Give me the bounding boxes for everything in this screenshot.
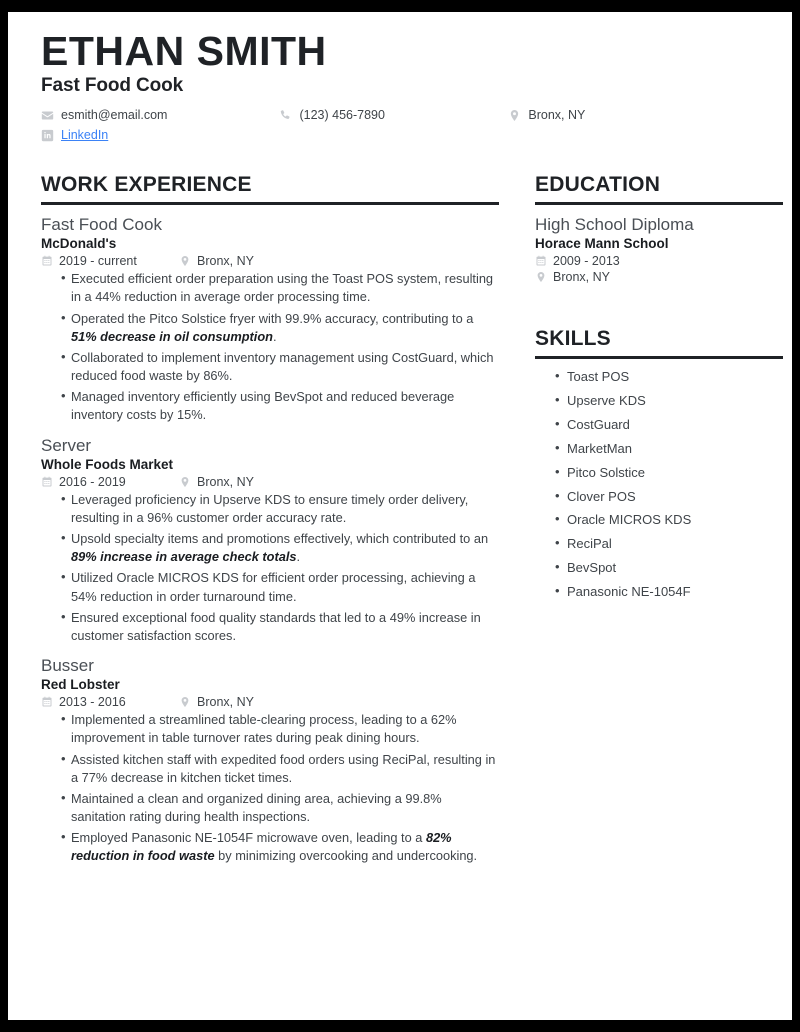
list-item: • Oracle MICROS KDS — [555, 511, 783, 530]
bullet-item: • Upsold specialty items and promotions effectively, which contributed to an 89% increase in average check totals. — [61, 530, 499, 566]
education-section — [525, 173, 783, 284]
contact-linkedin[interactable] — [41, 128, 291, 142]
skills-section — [525, 327, 783, 601]
contact-location-text: Bronx, NY — [528, 108, 586, 123]
job-role: Fast Food Cook — [41, 215, 162, 235]
candidate-headline: Fast Food Cook — [41, 75, 184, 97]
contact-row-secondary — [41, 128, 661, 142]
column-gap — [499, 173, 525, 876]
resume-header — [33, 30, 775, 142]
list-item: • Upserve KDS — [555, 392, 783, 411]
job-location — [179, 254, 254, 268]
education-dates — [535, 254, 783, 268]
job-dates-text: 2019 - current — [59, 254, 137, 269]
job-role: Server — [41, 435, 92, 455]
work-entry — [33, 655, 499, 866]
job-dates — [41, 475, 179, 489]
work-entry — [33, 214, 499, 425]
contact-linkedin-link[interactable]: LinkedIn — [61, 128, 109, 143]
bullet-item: • Implemented a streamlined table-clearing process, leading to a 62% improvement in table turnover rates during peak dining hours. — [61, 711, 499, 747]
section-divider — [535, 202, 783, 205]
bullet-item: • Leveraged proficiency in Upserve KDS to ensure timely order delivery, resulting in a 96% customer order accuracy rate. — [61, 491, 499, 527]
resume-body — [33, 173, 775, 876]
contact-email-text: esmith@email.com — [61, 108, 168, 123]
skills-list — [535, 368, 783, 601]
contact-row-primary — [41, 108, 661, 122]
right-column — [525, 173, 783, 876]
job-meta — [41, 475, 499, 489]
skills-list-wrap — [525, 368, 783, 601]
work-experience-title: WORK EXPERIENCE — [41, 173, 252, 197]
location-pin-icon — [179, 476, 191, 488]
list-item: • BevSpot — [555, 559, 783, 578]
job-dates — [41, 695, 179, 709]
job-bullets — [41, 270, 499, 424]
list-item: • Panasonic NE-1054F — [555, 583, 783, 602]
envelope-icon — [41, 109, 54, 122]
bullet-emphasis: 51% decrease in oil consumption — [71, 328, 273, 344]
bullet-item: • Executed efficient order preparation using the Toast POS system, resulting in a 44% reduction in average order processing time. — [61, 270, 499, 306]
list-item: • Pitco Solstice — [555, 464, 783, 483]
list-item: • Clover POS — [555, 488, 783, 507]
calendar-icon — [41, 255, 53, 267]
education-school: Horace Mann School — [535, 236, 669, 252]
list-item: • Toast POS — [555, 368, 783, 387]
contact-location — [508, 108, 661, 122]
section-spacer — [525, 294, 783, 327]
bullet-item: • Managed inventory efficiently using BevSpot and reduced beverage inventory costs by 15%. — [61, 388, 499, 424]
job-location-text: Bronx, NY — [197, 474, 254, 489]
location-pin-icon — [179, 696, 191, 708]
job-location-text: Bronx, NY — [197, 695, 254, 710]
candidate-name: ETHAN SMITH — [41, 28, 327, 74]
job-company: Whole Foods Market — [41, 456, 174, 472]
section-divider — [535, 356, 783, 359]
calendar-icon — [535, 255, 547, 267]
job-meta — [41, 254, 499, 268]
bullet-item: • Employed Panasonic NE-1054F microwave oven, leading to a 82% reduction in food waste by minimizing overcooking and undercooking. — [61, 829, 499, 865]
bullet-item: • Assisted kitchen staff with expedited food orders using ReciPal, resulting in a 77% decrease in kitchen ticket times. — [61, 751, 499, 787]
job-location-text: Bronx, NY — [197, 254, 254, 269]
job-dates-text: 2016 - 2019 — [59, 474, 126, 489]
education-title: EDUCATION — [535, 173, 661, 197]
contact-info — [41, 108, 661, 142]
education-location — [535, 270, 783, 284]
list-item: • CostGuard — [555, 416, 783, 435]
bullet-emphasis: 82% reduction in food waste — [71, 830, 452, 864]
contact-phone-text: (123) 456-7890 — [299, 108, 385, 123]
bullet-item: • Maintained a clean and organized dining area, achieving a 99.8% sanitation rating during health inspections. — [61, 790, 499, 826]
education-dates-text: 2009 - 2013 — [553, 254, 620, 269]
location-pin-icon — [508, 109, 521, 122]
job-dates — [41, 254, 179, 268]
bullet-item: • Ensured exceptional food quality standards that led to a 49% increase in customer satisfaction scores. — [61, 609, 499, 645]
job-location — [179, 695, 254, 709]
job-meta — [41, 695, 499, 709]
job-company: McDonald's — [41, 236, 117, 252]
education-meta — [535, 254, 783, 284]
job-dates-text: 2013 - 2016 — [59, 695, 126, 710]
contact-phone[interactable] — [279, 108, 508, 122]
bullet-item: • Utilized Oracle MICROS KDS for efficient order processing, achieving a 54% reduction in order turnaround time. — [61, 569, 499, 605]
work-experience-section — [33, 173, 499, 866]
skills-title: SKILLS — [535, 327, 611, 351]
location-pin-icon — [179, 255, 191, 267]
work-entry — [33, 435, 499, 646]
job-company: Red Lobster — [41, 677, 120, 693]
job-location — [179, 475, 254, 489]
phone-icon — [279, 109, 292, 122]
job-bullets — [41, 711, 499, 865]
bullet-emphasis: 89% increase in average check totals — [71, 549, 297, 565]
job-bullets — [41, 491, 499, 645]
education-degree: High School Diploma — [535, 215, 694, 235]
left-column — [33, 173, 499, 876]
list-item: • MarketMan — [555, 440, 783, 459]
linkedin-icon — [41, 129, 54, 142]
location-pin-icon — [535, 271, 547, 283]
job-role: Busser — [41, 656, 94, 676]
bullet-item: • Operated the Pitco Solstice fryer with 99.9% accuracy, contributing to a 51% decrease in oil consumption. — [61, 310, 499, 346]
education-entry — [525, 214, 783, 284]
list-item: • ReciPal — [555, 535, 783, 554]
section-divider — [41, 202, 499, 205]
calendar-icon — [41, 696, 53, 708]
bullet-item: • Collaborated to implement inventory management using CostGuard, which reduced food waste by 86%. — [61, 349, 499, 385]
education-location-text: Bronx, NY — [553, 270, 610, 285]
contact-email[interactable] — [41, 108, 279, 122]
resume-page — [8, 12, 792, 1020]
calendar-icon — [41, 476, 53, 488]
